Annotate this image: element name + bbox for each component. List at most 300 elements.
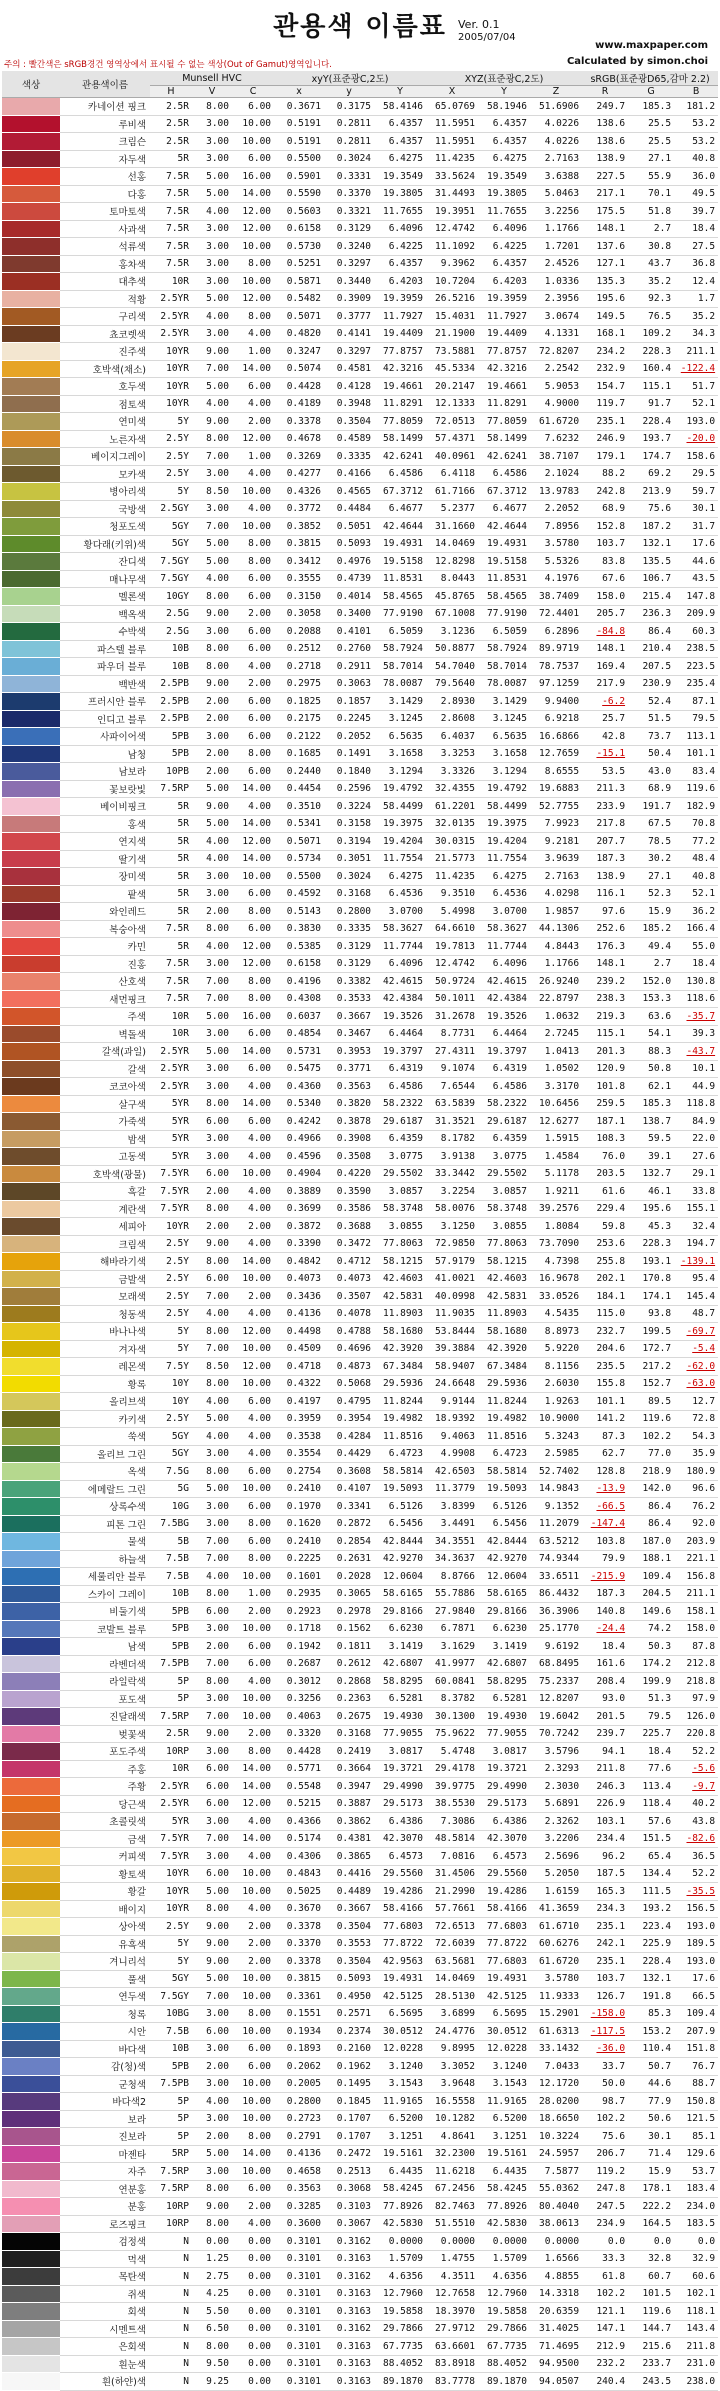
table-cell: 6.00 [232, 1655, 274, 1673]
table-cell: 0.2868 [324, 1673, 374, 1691]
color-name: 당근색 [60, 1795, 150, 1813]
table-row [2, 1200, 718, 1218]
table-cell: 5.00 [192, 1883, 232, 1901]
table-cell: 53.7 [674, 2163, 718, 2181]
table-cell: 10.00 [232, 518, 274, 536]
table-cell: 5.3243 [530, 1428, 582, 1446]
table-cell: 8.00 [192, 1900, 232, 1918]
table-cell: 94.1 [582, 1743, 628, 1761]
table-cell: 77.9190 [478, 605, 530, 623]
site-link[interactable]: www.maxpaper.com [595, 40, 708, 51]
table-cell: 55.0 [674, 938, 718, 956]
table-cell: 0.2923 [274, 1603, 324, 1621]
table-row [2, 570, 718, 588]
table-cell: 12.00 [232, 938, 274, 956]
table-cell: 3.1245 [374, 710, 426, 728]
table-cell: 58.1680 [374, 1323, 426, 1341]
color-swatch [2, 780, 60, 798]
table-cell: 40.8 [674, 868, 718, 886]
color-swatch [2, 1743, 60, 1761]
table-cell: 5PB [150, 745, 192, 763]
table-cell: 0.3335 [324, 448, 374, 466]
table-cell: 7.00 [192, 973, 232, 991]
table-cell: 1.8084 [530, 1218, 582, 1236]
table-cell: 0.3378 [274, 413, 324, 431]
table-row [2, 1340, 718, 1358]
table-cell: 10R [150, 273, 192, 291]
table-cell: 8.00 [232, 255, 274, 273]
table-cell: 2.5YR [150, 308, 192, 326]
table-cell: 0.2935 [274, 1585, 324, 1603]
table-cell: 29.6187 [478, 1113, 530, 1131]
table-cell: 0.3024 [324, 150, 374, 168]
table-row [2, 2163, 718, 2181]
table-cell: 4.00 [232, 1078, 274, 1096]
table-cell: 2.3030 [530, 1778, 582, 1796]
color-swatch [2, 2180, 60, 2198]
table-cell: 11.9035 [426, 1305, 478, 1323]
table-cell: 7.5PB [150, 2075, 192, 2093]
table-cell: 152.0 [628, 973, 674, 991]
table-cell: 6.4359 [374, 1130, 426, 1148]
table-cell: 32.4 [674, 1218, 718, 1236]
table-cell: 93.0 [582, 1690, 628, 1708]
table-cell: 3.00 [192, 728, 232, 746]
table-cell: 0.3436 [274, 1288, 324, 1306]
table-cell: 150.8 [674, 2093, 718, 2111]
table-cell: -20.0 [674, 430, 718, 448]
table-cell: 0.1840 [324, 763, 374, 781]
table-cell: 3.0817 [478, 1743, 530, 1761]
color-swatch [2, 1078, 60, 1096]
table-cell: 19.4409 [478, 325, 530, 343]
table-cell: 10YR [150, 1218, 192, 1236]
table-cell: 2.5PB [150, 693, 192, 711]
table-cell: 6.7871 [426, 1620, 478, 1638]
color-swatch [2, 1813, 60, 1831]
table-cell: 0.4484 [324, 500, 374, 518]
table-cell: 7.00 [192, 1655, 232, 1673]
table-cell: 6.4586 [478, 1078, 530, 1096]
table-cell: 4.8855 [530, 2268, 582, 2286]
table-cell: N [150, 2250, 192, 2268]
table-cell: 42.5125 [374, 1988, 426, 2006]
color-name: 황록 [60, 1375, 150, 1393]
table-cell: 7.5GY [150, 553, 192, 571]
table-cell: 110.4 [628, 2040, 674, 2058]
table-cell: 2.2052 [530, 500, 582, 518]
color-name: 흰눈색 [60, 2355, 150, 2373]
table-cell: 0.5340 [274, 1095, 324, 1113]
color-name: 살구색 [60, 1095, 150, 1113]
table-cell: 0.4107 [324, 1480, 374, 1498]
table-row [2, 1550, 718, 1568]
table-cell: 53.5 [582, 763, 628, 781]
table-cell: 0.5590 [274, 185, 324, 203]
table-cell: 229.4 [582, 1200, 628, 1218]
color-name: 청동색 [60, 1305, 150, 1323]
table-cell: 5.00 [192, 535, 232, 553]
table-cell: 0.3667 [324, 1900, 374, 1918]
table-cell: 166.4 [674, 920, 718, 938]
table-row [2, 535, 718, 553]
color-swatch [2, 1708, 60, 1726]
subcol-x: x [274, 86, 324, 98]
table-cell: 0.4101 [324, 623, 374, 641]
table-cell: 0.4854 [274, 1025, 324, 1043]
table-cell: 0.1718 [274, 1620, 324, 1638]
table-cell: 1.7201 [530, 238, 582, 256]
table-cell: 6.5456 [478, 1515, 530, 1533]
table-cell: 0.2472 [324, 2145, 374, 2163]
table-cell: 6.4386 [374, 1813, 426, 1831]
table-cell: 78.5 [628, 833, 674, 851]
table-cell: 6.4357 [374, 133, 426, 151]
table-cell: -82.6 [674, 1830, 718, 1848]
table-row [2, 955, 718, 973]
color-name: 황다래(키위)색 [60, 535, 150, 553]
table-cell: 61.6720 [530, 413, 582, 431]
table-cell: 8.00 [232, 903, 274, 921]
table-row [2, 1813, 718, 1831]
table-cell: 187.1 [582, 1113, 628, 1131]
table-cell: 29.5936 [374, 1375, 426, 1393]
table-cell: 16.9678 [530, 1270, 582, 1288]
table-cell: 204.5 [628, 1585, 674, 1603]
table-cell: 109.4 [674, 2005, 718, 2023]
table-cell: 235.5 [582, 1358, 628, 1376]
table-cell: 3.00 [192, 133, 232, 151]
table-cell: 2.00 [232, 1918, 274, 1936]
table-cell: 6.4723 [478, 1445, 530, 1463]
table-cell: 113.1 [674, 728, 718, 746]
table-cell: 15.2901 [530, 2005, 582, 2023]
table-cell: 118.8 [674, 1095, 718, 1113]
table-cell: 50.8877 [426, 640, 478, 658]
color-name: 꽃보랏빛 [60, 780, 150, 798]
table-cell: 0.3012 [274, 1673, 324, 1691]
table-cell: 187.0 [628, 1533, 674, 1551]
subcol-v: V [192, 86, 232, 98]
table-cell: 3.3052 [426, 2058, 478, 2076]
color-name: 코코아색 [60, 1078, 150, 1096]
table-row [2, 1900, 718, 1918]
table-cell: 15.9 [628, 903, 674, 921]
table-cell: 0.4976 [324, 553, 374, 571]
table-cell: 211.8 [582, 1760, 628, 1778]
color-name: 라일락색 [60, 1673, 150, 1691]
color-swatch [2, 1883, 60, 1901]
table-cell: 128.8 [582, 1463, 628, 1481]
table-cell: 207.9 [674, 2023, 718, 2041]
table-cell: 3.1240 [374, 2058, 426, 2076]
table-cell: 10.00 [232, 1865, 274, 1883]
table-cell: 0.5548 [274, 1778, 324, 1796]
table-cell: 7.5YR [150, 1848, 192, 1866]
table-cell: 3.3326 [426, 763, 478, 781]
table-cell: 238.5 [674, 640, 718, 658]
table-cell: 2.5YR [150, 1043, 192, 1061]
table-cell: 19.4931 [374, 1970, 426, 1988]
table-cell: 0.2175 [274, 710, 324, 728]
table-row [2, 1673, 718, 1691]
color-swatch [2, 1848, 60, 1866]
table-cell: 2.5Y [150, 1410, 192, 1428]
table-cell: 87.3 [582, 1428, 628, 1446]
table-cell: 2.5YR [150, 1060, 192, 1078]
table-cell: 3.5780 [530, 1970, 582, 1988]
table-cell: 6.4037 [426, 728, 478, 746]
table-cell: 10.00 [232, 1690, 274, 1708]
table-cell: 14.00 [232, 1778, 274, 1796]
table-cell: 8.8973 [530, 1323, 582, 1341]
table-cell: 0.4306 [274, 1848, 324, 1866]
table-row [2, 1690, 718, 1708]
table-cell: 59.5 [628, 1130, 674, 1148]
table-cell: 29.4178 [426, 1760, 478, 1778]
table-cell: 68.9 [582, 500, 628, 518]
table-cell: 5PB [150, 1620, 192, 1638]
table-cell: 12.1333 [426, 395, 478, 413]
color-swatch [2, 1428, 60, 1446]
table-cell: 18.3970 [426, 2303, 478, 2321]
table-cell: 4.00 [232, 465, 274, 483]
table-cell: 3.00 [192, 115, 232, 133]
table-cell: 0.2440 [274, 763, 324, 781]
table-cell: 77.9 [628, 2093, 674, 2111]
table-cell: 3.5780 [530, 535, 582, 553]
color-name: 금발색 [60, 1270, 150, 1288]
table-cell: 29.5560 [374, 1865, 426, 1883]
table-cell: N [150, 2303, 192, 2321]
table-cell: 5.00 [192, 553, 232, 571]
table-cell: 5.50 [192, 2303, 232, 2321]
table-cell: 7.5BG [150, 1515, 192, 1533]
table-cell: 29.5502 [374, 1165, 426, 1183]
table-cell: 0.2811 [324, 133, 374, 151]
table-row [2, 1778, 718, 1796]
table-cell: 12.00 [232, 220, 274, 238]
table-cell: 0.3400 [324, 605, 374, 623]
table-cell: 6.4096 [478, 955, 530, 973]
table-cell: 78.7537 [530, 658, 582, 676]
table-cell: 51.5510 [426, 2215, 478, 2233]
table-cell: 97.1259 [530, 675, 582, 693]
table-cell: 0.3162 [324, 2233, 374, 2251]
color-swatch [2, 693, 60, 711]
table-cell: 0.1601 [274, 1568, 324, 1586]
table-row [2, 1428, 718, 1446]
table-cell: 138.9 [582, 868, 628, 886]
table-cell: 58.0076 [426, 1200, 478, 1218]
color-name: 주황 [60, 1778, 150, 1796]
table-cell: 0.2800 [274, 2093, 324, 2111]
table-cell: 155.8 [582, 1375, 628, 1393]
table-cell: 239.2 [582, 973, 628, 991]
table-cell: 0.4197 [274, 1393, 324, 1411]
table-cell: 1.6566 [530, 2250, 582, 2268]
table-cell: 10YR [150, 1883, 192, 1901]
col-swatch: 색상 [2, 71, 60, 98]
table-cell: 7.5PB [150, 1655, 192, 1673]
table-cell: 6.00 [192, 1865, 232, 1883]
table-cell: 0.4739 [324, 570, 374, 588]
table-cell: 5Y [150, 483, 192, 501]
table-cell: -9.7 [674, 1778, 718, 1796]
table-cell: 42.5831 [478, 1288, 530, 1306]
subcol-r: R [582, 86, 628, 98]
table-cell: 4.0226 [530, 133, 582, 151]
table-cell: 0.4360 [274, 1078, 324, 1096]
table-cell: 5.00 [192, 1970, 232, 1988]
table-cell: 6.00 [192, 1165, 232, 1183]
table-cell: 10Y [150, 1375, 192, 1393]
table-cell: 6.4225 [374, 238, 426, 256]
table-cell: 63.5839 [426, 1095, 478, 1113]
table-cell: 218.9 [628, 1463, 674, 1481]
color-swatch [2, 605, 60, 623]
table-cell: 48.4 [674, 850, 718, 868]
table-cell: 158.6 [674, 448, 718, 466]
table-cell: 67.7735 [478, 2338, 530, 2356]
table-cell: 11.8903 [478, 1305, 530, 1323]
table-cell: 6.00 [232, 378, 274, 396]
table-cell: 9.50 [192, 2355, 232, 2373]
table-cell: 102.2 [582, 2285, 628, 2303]
table-cell: 0.3063 [324, 675, 374, 693]
table-cell: 58.4166 [374, 1900, 426, 1918]
table-cell: 26.5216 [426, 290, 478, 308]
table-cell: 8.00 [232, 973, 274, 991]
table-cell: 31.4493 [426, 185, 478, 203]
color-name: 점토색 [60, 395, 150, 413]
table-cell: 19.3549 [478, 168, 530, 186]
table-row [2, 290, 718, 308]
table-cell: 14.00 [232, 1253, 274, 1271]
table-row [2, 413, 718, 431]
table-cell: 33.8 [674, 1183, 718, 1201]
table-cell: 2.7 [628, 220, 674, 238]
color-name: 선홍 [60, 168, 150, 186]
color-swatch [2, 500, 60, 518]
color-name: 노른자색 [60, 430, 150, 448]
table-cell: 29.5173 [374, 1795, 426, 1813]
table-cell: 3.00 [192, 2040, 232, 2058]
table-cell: 0.4326 [274, 483, 324, 501]
table-cell: 7.5R [150, 168, 192, 186]
table-cell: 0.3101 [274, 2355, 324, 2373]
table-cell: 7.6544 [426, 1078, 478, 1096]
table-cell: 6.4357 [374, 115, 426, 133]
table-cell: 16.00 [232, 168, 274, 186]
table-cell: 0.3320 [274, 1725, 324, 1743]
table-cell: 148.1 [582, 955, 628, 973]
color-swatch [2, 920, 60, 938]
table-row [2, 1445, 718, 1463]
table-cell: 5P [150, 2128, 192, 2146]
table-cell: 2.5R [150, 133, 192, 151]
table-row [2, 1375, 718, 1393]
table-row [2, 990, 718, 1008]
color-swatch [2, 483, 60, 501]
table-cell: 1.9857 [530, 903, 582, 921]
table-cell: 77.2 [674, 833, 718, 851]
table-cell: 4.9908 [426, 1445, 478, 1463]
table-cell: 8.00 [232, 990, 274, 1008]
table-row [2, 1743, 718, 1761]
table-row [2, 1463, 718, 1481]
table-cell: 2.5YR [150, 325, 192, 343]
table-cell: 10R [150, 1008, 192, 1026]
table-cell: 4.0226 [530, 115, 582, 133]
table-cell: 9.9400 [530, 693, 582, 711]
table-cell: 39.7 [674, 203, 718, 221]
color-name: 크림슨 [60, 133, 150, 151]
table-row [2, 745, 718, 763]
table-cell: 240.4 [582, 2373, 628, 2391]
table-cell: 8.7731 [426, 1025, 478, 1043]
table-cell: 42.3920 [374, 1340, 426, 1358]
table-cell: 88.4052 [374, 2355, 426, 2373]
table-row [2, 885, 718, 903]
table-cell: 14.00 [232, 360, 274, 378]
table-cell: 2.3262 [530, 1813, 582, 1831]
table-cell: 4.00 [232, 2215, 274, 2233]
table-cell: 58.5814 [478, 1463, 530, 1481]
table-cell: 0.3538 [274, 1428, 324, 1446]
table-cell: 206.7 [582, 2145, 628, 2163]
table-cell: -117.5 [582, 2023, 628, 2041]
table-cell: 77.8722 [374, 1935, 426, 1953]
table-cell: 76.0 [582, 1148, 628, 1166]
table-cell: 10B [150, 1585, 192, 1603]
table-cell: 77.8722 [478, 1935, 530, 1953]
table-cell: 8.00 [192, 98, 232, 116]
color-name: 올리브색 [60, 1393, 150, 1411]
color-name: 적황 [60, 290, 150, 308]
table-cell: 52.2 [674, 1743, 718, 1761]
color-name: 카네이션 핑크 [60, 98, 150, 116]
table-cell: 0.4073 [274, 1270, 324, 1288]
table-cell: 0.4696 [324, 1340, 374, 1358]
table-cell: 6.5200 [478, 2110, 530, 2128]
table-cell: 82.7463 [426, 2198, 478, 2216]
table-cell: 67.5 [628, 815, 674, 833]
table-cell: 3.00 [192, 885, 232, 903]
color-name: 파스텔 블루 [60, 640, 150, 658]
color-swatch [2, 1638, 60, 1656]
color-name: 초콜릿색 [60, 1813, 150, 1831]
table-cell: 6.4723 [374, 1445, 426, 1463]
table-cell: 19.5858 [478, 2303, 530, 2321]
table-cell: 1.1766 [530, 220, 582, 238]
table-cell: 3.1240 [478, 2058, 530, 2076]
table-cell: -158.0 [582, 2005, 628, 2023]
table-cell: 3.0775 [374, 1148, 426, 1166]
table-cell: 106.7 [628, 570, 674, 588]
color-swatch [2, 2110, 60, 2128]
table-cell: 5Y [150, 1935, 192, 1953]
table-row [2, 780, 718, 798]
color-swatch [2, 1498, 60, 1516]
table-cell: 71.4 [628, 2145, 674, 2163]
table-row [2, 1025, 718, 1043]
table-cell: 0.3240 [324, 238, 374, 256]
table-row [2, 483, 718, 501]
table-cell: 4.00 [192, 1305, 232, 1323]
table-cell: 183.5 [674, 2215, 718, 2233]
table-cell: 0.3777 [324, 308, 374, 326]
